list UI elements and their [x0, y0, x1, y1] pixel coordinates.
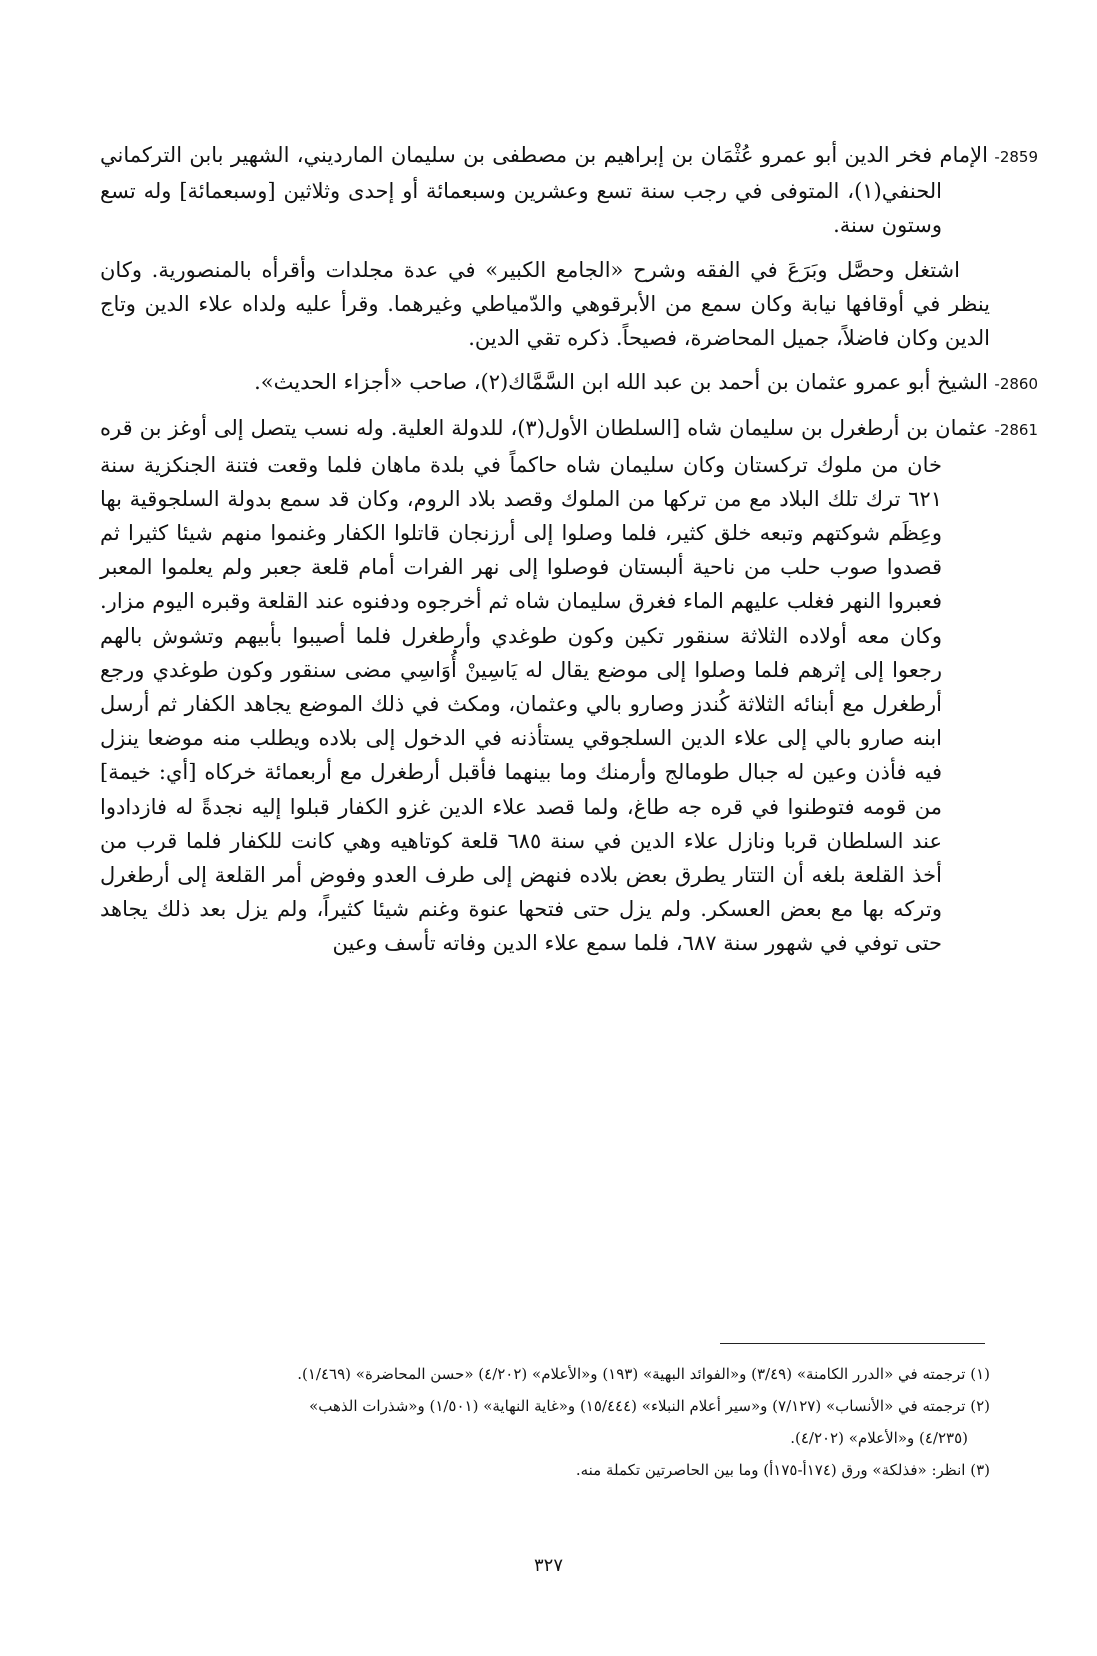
- entry-text: عثمان بن أرطغرل بن سليمان شاه [السلطان الأول(٣)، للدولة العلية. وله نسب يتصل إلى أوغز بن قره خان من ملوك تركستان وكان سليمان شاه حاكماً في بلدة ماهان فلما وقعت فتنة الجنكزية سنة ٦٢١ ترك تلك البلاد مع من تركها من الملوك وقصد بلاد الروم، وكان قد سمع بدولة السلجوقية بها وعِظَم شوكتهم وتبعه خلق كثير، فلما وصلوا إلى أرزنجان قاتلوا الكفار وغنموا منهم شيئا كثيرا ثم قصدوا صوب حلب من ناحية ألبستان فوصلوا إلى نهر الفرات أمام قلعة جعبر ولم يعلموا المعبر فعبروا النهر فغلب عليهم الماء فغرق سليمان شاه ثم أخرجوه ودفنوه عند القلعة وقبره اليوم مزار. وكان معه أولاده الثلاثة سنقور تكين وكون طوغدي وأرطغرل فلما أصيبوا بأبيهم وتشوش بالهم رجعوا إلى إثرهم فلما وصلوا إلى موضع يقال له يَاسِينْ أُوَاسِي مضى سنقور وكون طوغدي ورجع أرطغرل مع أبنائه الثلاثة كُندز وصارو بالي وعثمان، ومكث في ذلك الموضع يجاهد الكفار ثم أرسل ابنه صارو بالي إلى علاء الدين السلجوقي يستأذنه في الدخول إلى بلاده ويطلب منه موضعا ينزل فيه فأذن وعين له جبال طومالج وأرمنك وما بينهما فأقبل أرطغرل مع أربعمائة خركاه [أي: خيمة] من قومه فتوطنوا في قره جه طاغ، ولما قصد علاء الدين غزو الكفار قبلوا إليه نجدةً له فازدادوا عند السلطان قربا ونازل علاء الدين في سنة ٦٨٥ قلعة كوتاهيه وهي كانت للكفار فلما قرب من أخذ القلعة بلغه أن التتار يطرق بعض بلاده فنهض إلى طرف العدو وفوض أمر القلعة إلى أرطغرل وتركه بها مع بعض العسكر. ولم يزل حتى فتحها عنوة وغنم شيئا كثيراً، ولم يزل بعد ذلك يجاهد حتى توفي في شهور سنة ٦٨٧، فلما سمع علاء الدين وفاته تأسف وعين: [100, 416, 988, 956]
- footnote-2: (٢) ترجمته في «الأنساب» (٧/١٢٧) و«سير أعلام النبلاء» (١٥/٤٤٤) و«غاية النهاية» (١/٥٠١) و«شذرات الذهب»: [309, 1397, 990, 1415]
- entry-text: الشيخ أبو عمرو عثمان بن أحمد بن عبد الله ابن السَّمَّاك(٢)، صاحب «أجزاء الحديث».: [254, 370, 988, 395]
- entry-2861: 2861-عثمان بن أرطغرل بن سليمان شاه [السلطان الأول(٣)، للدولة العلية. وله نسب يتصل إلى أوغز بن قره خان من ملوك تركستان وكان سليمان شاه حاكماً في بلدة ماهان فلما وقعت فتنة الجنكزية سنة ٦٢١ ترك تلك البلاد مع من تركها من الملوك وقصد بلاد الروم، وكان قد سمع بدولة السلجوقية بها وعِظَم شوكتهم وتبعه خلق كثير، فلما وصلوا إلى أرزنجان قاتلوا الكفار وغنموا منهم شيئا كثيرا ثم قصدوا صوب حلب من ناحية ألبستان فوصلوا إلى نهر الفرات أمام قلعة جعبر ولم يعلموا المعبر فعبروا النهر فغلب عليهم الماء فغرق سليمان شاه ثم أخرجوه ودفنوه عند القلعة وقبره اليوم مزار. وكان معه أولاده الثلاثة سنقور تكين وكون طوغدي وأرطغرل فلما أصيبوا بأبيهم وتشوش بالهم رجعوا إلى إثرهم فلما وصلوا إلى موضع يقال له يَاسِينْ أُوَاسِي مضى سنقور وكون طوغدي ورجع أرطغرل مع أبنائه الثلاثة كُندز وصارو بالي وعثمان، ومكث في ذلك الموضع يجاهد الكفار ثم أرسل ابنه صارو بالي إلى علاء الدين السلجوقي يستأذنه في الدخول إلى بلاده ويطلب منه موضعا ينزل فيه فأذن وعين له جبال طومالج وأرمنك وما بينهما فأقبل أرطغرل مع أربعمائة خركاه [أي: خيمة] من قومه فتوطنوا في قره جه طاغ، ولما قصد علاء الدين غزو الكفار قبلوا إليه نجدةً له فازدادوا عند السلطان قربا ونازل علاء الدين في سنة ٦٨٥ قلعة كوتاهيه وهي كانت للكفار فلما قرب من أخذ القلعة بلغه أن التتار يطرق بعض بلاده فنهض إلى طرف العدو وفوض أمر القلعة إلى أرطغرل وتركه بها مع بعض العسكر. ولم يزل حتى فتحها عنوة وغنم شيئا كثيراً، ولم يزل بعد ذلك يجاهد حتى توفي في شهور سنة ٦٨٧، فلما سمع علاء الدين وفاته تأسف وعين: [100, 416, 1038, 956]
- footnotes: [110, 1358, 990, 1486]
- page-number: ٣٢٧: [533, 1555, 563, 1576]
- footnote-divider: [720, 1343, 985, 1344]
- footnote-2-continued: (٤/٢٣٥) و«الأعلام» (٤/٢٠٢).: [790, 1429, 968, 1447]
- entry-paragraph: اشتغل وحصَّل وبَرَعَ في الفقه وشرح «الجامع الكبير» في عدة مجلدات وأقرأه بالمنصورية. وكان ينظر في أوقافها نيابة وكان سمع من الأبرقوهي والدّمياطي وغيرهما. وقرأ عليه ولداه علاء الدين وتاج الدين وكان فاضلاً، جميل المحاضرة، فصيحاً. ذكره تقي الدين.: [100, 257, 990, 351]
- footnote-3: (٣) انظر: «فذلكة» ورق (١٧٤أ-١٧٥أ) وما بين الحاصرتين تكملة منه.: [575, 1461, 990, 1479]
- entry-2859: 2859-الإمام فخر الدين أبو عمرو عُثْمَان بن إبراهيم بن مصطفى بن سليمان المارديني، الشهير بابن التركماني الحنفي(١)، المتوفى في رجب سنة تسع وعشرين وسبعمائة أو إحدى وثلاثين [وسبعمائة] وله تسع وستون سنة.: [100, 143, 1038, 238]
- footnote-1: (١) ترجمته في «الدرر الكامنة» (٣/٤٩) و«الفوائد البهية» (١٩٣) و«الأعلام» (٤/٢٠٢) «حسن المحاضرة» (١/٤٦٩).: [297, 1365, 990, 1383]
- entry-2860: 2860-الشيخ أبو عمرو عثمان بن أحمد بن عبد الله ابن السَّمَّاك(٢)، صاحب «أجزاء الحديث».: [254, 370, 1038, 395]
- entry-heading-text: الإمام فخر الدين أبو عمرو عُثْمَان بن إبراهيم بن مصطفى بن سليمان المارديني، الشهير بابن التركماني الحنفي(١)، المتوفى في رجب سنة تسع وعشرين وسبعمائة أو إحدى وثلاثين [وسبعمائة] وله تسع وستون سنة.: [100, 143, 988, 238]
- main-text: [100, 138, 1038, 971]
